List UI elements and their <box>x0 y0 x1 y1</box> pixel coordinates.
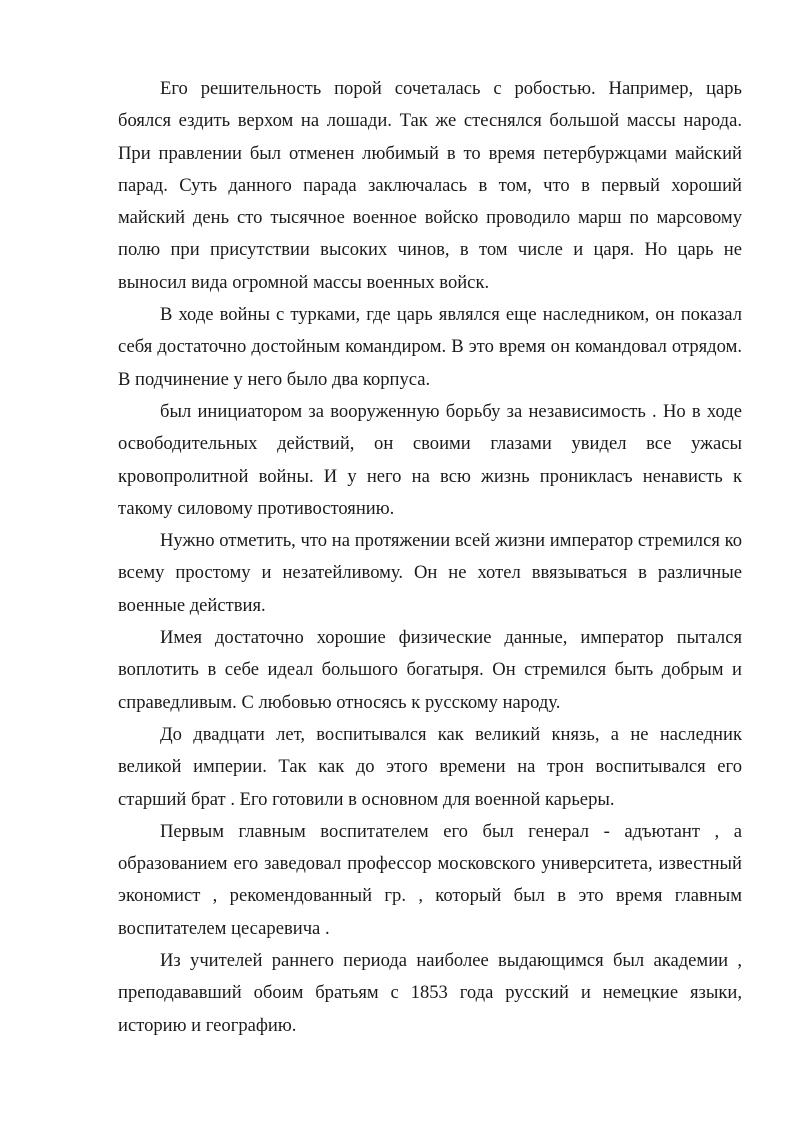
paragraph-1: Его решительность порой сочеталась с робостью. Например, царь боялся ездить верхом на лошади. Так же стеснялся большой массы народа. При правлении был отменен любимый в то время петербуржцами майский парад. Суть данного парада заключалась в том, что в первый хороший майский день сто тысячное военное войско проводило марш по марсовому полю при присутствии высоких чинов, в том числе и царя. Но царь не выносил вида огромной массы военных войск. <box>118 78 742 293</box>
paragraph-4: Нужно отметить, что на протяжении всей жизни император стремился ко всему простому и незатейливому. Он не хотел ввязываться в различные военные действия. <box>118 530 742 616</box>
paragraph-8: Из учителей раннего периода наиболее выдающимся был академии , преподававший обоим братьям с 1853 года русский и немецкие языки, историю и географию. <box>118 950 742 1036</box>
paragraph-6: До двадцати лет, воспитывался как великий князь, а не наследник великой империи. Так как до этого времени на трон воспитывался его старший брат . Его готовили в основном для военной карьеры. <box>118 723 742 810</box>
document-body <box>118 73 742 1042</box>
paragraph-2: В ходе войны с турками, где царь являлся еще наследником, он показал себя достаточно достойным командиром. В это время он командовал отрядом. В подчинение у него было два корпуса. <box>118 304 742 390</box>
paragraph-7: Первым главным воспитателем его был генерал - адъютант , а образованием его заведовал профессор московского университета, известный экономист , рекомендованный гр. , который был в это время главным воспитателем цесаревича . <box>118 820 742 939</box>
paragraph-5: Имея достаточно хорошие физические данные, император пытался воплотить в себе идеал большого богатыря. Он стремился быть добрым и справедливым. С любовью относясь к русскому народу. <box>118 627 742 713</box>
paragraph-3: был инициатором за вооруженную борьбу за независимость . Но в ходе освободительных действий, он своими глазами увидел все ужасы кровопролитной войны. И у него на всю жизнь проникласъ ненависть к такому силовому противостоянию. <box>118 400 742 519</box>
